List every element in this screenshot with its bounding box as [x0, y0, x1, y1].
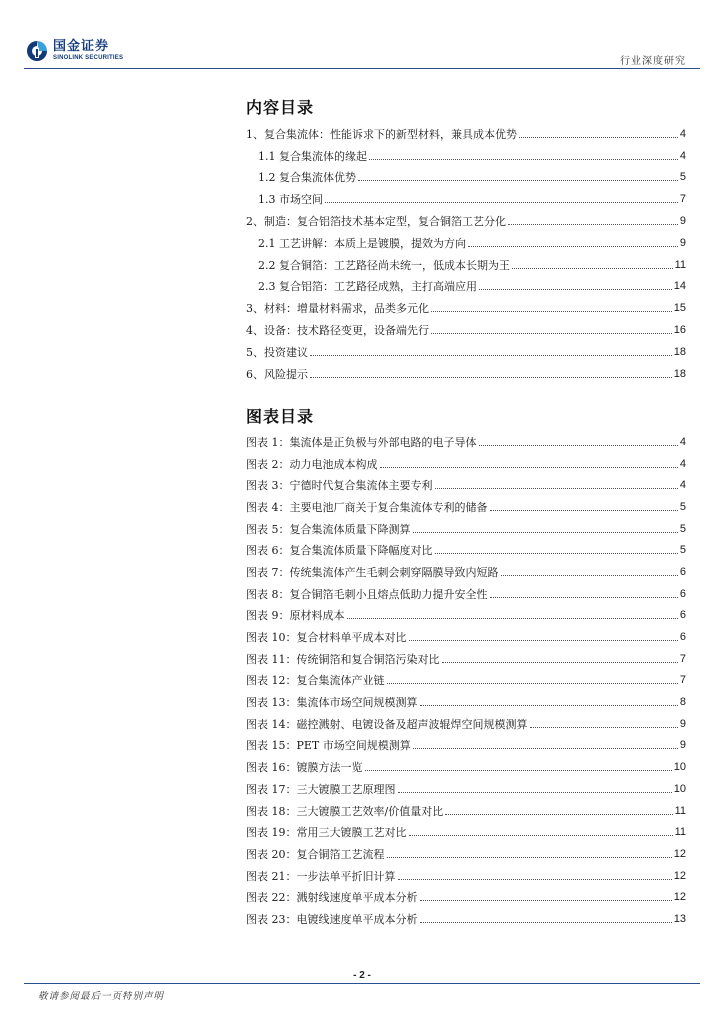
figure-item-label: 图表 8：复合铜箔毛刺小且熔点低助力提升安全性 [246, 587, 488, 601]
contents-item-label: 1.1 复合集流体的缘起 [258, 149, 367, 163]
contents-item[interactable] [246, 210, 686, 232]
contents-item-label: 2、制造：复合铝箔技术基本定型，复合铜箔工艺分化 [246, 215, 506, 229]
contents-item-page: 4 [679, 127, 686, 140]
dot-leader [369, 158, 678, 160]
figure-item-label: 图表 7：传统集流体产生毛刺会刺穿隔膜导致内短路 [246, 565, 499, 579]
contents-item[interactable] [246, 319, 686, 341]
report-type: 行业深度研究 [620, 56, 686, 67]
figure-item-label: 图表 4：主要电池厂商关于复合集流体专利的储备 [246, 500, 488, 514]
contents-item-page: 18 [673, 367, 686, 380]
figure-item-label: 图表 16：镀膜方法一览 [246, 761, 363, 775]
contents-item-page: 11 [674, 258, 686, 271]
contents-item[interactable] [246, 297, 686, 319]
figure-item-label: 图表 12：复合集流体产业链 [246, 674, 385, 688]
company-logo [26, 40, 123, 62]
figure-item[interactable] [246, 583, 686, 605]
contents-item[interactable] [246, 341, 686, 363]
figure-item-label: 图表 11：传统铜箔和复合铜箔污染对比 [246, 652, 440, 666]
figure-item[interactable] [246, 561, 686, 583]
contents-item-label: 1.3 市场空间 [258, 193, 323, 207]
dot-leader [490, 509, 678, 511]
contents-item-label: 2.3 复合铝箔：工艺路径成熟，主打高端应用 [258, 280, 477, 294]
figure-item-page: 12 [673, 891, 686, 904]
contents-item-label: 1、复合集流体：性能诉求下的新型材料，兼具成本优势 [246, 127, 517, 141]
dot-leader [387, 682, 678, 684]
dot-leader [310, 376, 672, 378]
figures-title: 图表目录 [246, 407, 315, 426]
dot-leader [409, 834, 673, 836]
figure-item-page: 6 [679, 609, 686, 622]
figure-item[interactable] [246, 626, 686, 648]
contents-item-page: 15 [673, 302, 686, 315]
figure-item[interactable] [246, 886, 686, 908]
figure-item-page: 10 [673, 761, 686, 774]
dot-leader [310, 354, 672, 356]
contents-item-label: 6、风险提示 [246, 367, 308, 381]
page-number: - 2 - [353, 970, 371, 981]
figure-item-page: 10 [673, 782, 686, 795]
figure-item[interactable] [246, 539, 686, 561]
figure-item-page: 7 [679, 674, 686, 687]
figure-item-label: 图表 1：集流体是正负极与外部电路的电子导体 [246, 435, 477, 449]
contents-item-label: 3、材料：增量材料需求，品类多元化 [246, 302, 429, 316]
contents-item-label: 2.1 工艺讲解：本质上是镀膜，提效为方向 [258, 236, 466, 250]
figure-item-label: 图表 5：复合集流体质量下降测算 [246, 522, 411, 536]
figure-item[interactable] [246, 691, 686, 713]
logo-english-name: SINOLINK SECURITIES [53, 55, 124, 61]
figure-item-label: 图表 17：三大镀膜工艺原理图 [246, 782, 396, 796]
contents-item[interactable] [246, 145, 686, 167]
figure-item-label: 图表 19：常用三大镀膜工艺对比 [246, 826, 407, 840]
contents-item[interactable] [246, 232, 686, 254]
figure-item-page: 9 [679, 717, 686, 730]
contents-item-label: 4、设备：技术路径变更，设备端先行 [246, 324, 429, 338]
dot-leader [431, 310, 672, 312]
figure-item[interactable] [246, 518, 686, 540]
figure-item-label: 图表 6：复合集流体质量下降幅度对比 [246, 544, 433, 558]
figure-item[interactable] [246, 648, 686, 670]
dot-leader [398, 878, 672, 880]
figure-item[interactable] [246, 431, 686, 453]
figure-item[interactable] [246, 778, 686, 800]
figure-item[interactable] [246, 496, 686, 518]
figure-item[interactable] [246, 843, 686, 865]
page-header [0, 0, 724, 72]
figure-item[interactable] [246, 735, 686, 757]
dot-leader [442, 661, 678, 663]
figure-item-page: 12 [673, 869, 686, 882]
contents-item-label: 1.2 复合集流体优势 [258, 171, 356, 185]
dot-leader [398, 791, 672, 793]
figure-item-page: 5 [679, 544, 686, 557]
figure-item-page: 5 [679, 522, 686, 535]
figure-item-page: 8 [679, 696, 686, 709]
dot-leader [519, 136, 678, 138]
figure-item-label: 图表 9：原材料成本 [246, 609, 345, 623]
figure-item[interactable] [246, 713, 686, 735]
dot-leader [325, 201, 678, 203]
contents-item-page: 9 [679, 236, 686, 249]
dot-leader [468, 245, 678, 247]
figure-item-page: 11 [674, 826, 686, 839]
figure-item[interactable] [246, 865, 686, 887]
dot-leader [530, 726, 678, 728]
dot-leader [431, 332, 672, 334]
dot-leader [387, 856, 672, 858]
figure-item-page: 4 [679, 479, 686, 492]
dot-leader [445, 813, 672, 815]
dot-leader [365, 769, 672, 771]
contents-list [246, 123, 686, 385]
figures-list [246, 431, 686, 930]
contents-item-label: 2.2 复合铜箔：工艺路径尚未统一，低成本长期为王 [258, 258, 510, 272]
figure-item-label: 图表 22：溅射线速度单平成本分析 [246, 891, 418, 905]
contents-item-page: 5 [679, 171, 686, 184]
contents-title: 内容目录 [246, 98, 315, 117]
figure-item[interactable] [246, 474, 686, 496]
contents-item[interactable] [246, 123, 686, 145]
footer-divider [24, 983, 700, 984]
figure-item-page: 9 [679, 739, 686, 752]
dot-leader [420, 921, 672, 923]
figure-item-page: 13 [673, 912, 686, 925]
footer-disclaimer: 敬请参阅最后一页特别声明 [38, 991, 165, 1002]
logo-chinese-name: 国金证券 [53, 39, 110, 54]
dot-leader [413, 531, 678, 533]
dot-leader [479, 444, 678, 446]
contents-item[interactable] [246, 254, 686, 276]
figure-item[interactable] [246, 908, 686, 930]
figure-item[interactable] [246, 605, 686, 627]
sinolink-logo-icon [26, 40, 48, 62]
figure-item-page: 6 [679, 631, 686, 644]
figure-item-page: 12 [673, 847, 686, 860]
figure-item-label: 图表 18：三大镀膜工艺效率/价值量对比 [246, 804, 444, 818]
figure-item-label: 图表 13：集流体市场空间规模测算 [246, 696, 418, 710]
contents-item-page: 7 [679, 193, 686, 206]
figure-item-page: 4 [679, 457, 686, 470]
figure-item[interactable] [246, 453, 686, 475]
figure-item[interactable] [246, 821, 686, 843]
dot-leader [435, 487, 678, 489]
contents-item[interactable] [246, 167, 686, 189]
figure-item-label: 图表 20：复合铜箔工艺流程 [246, 847, 385, 861]
figure-item-page: 7 [679, 652, 686, 665]
figure-item[interactable] [246, 670, 686, 692]
figure-item-label: 图表 14：磁控溅射、电镀设备及超声波辊焊空间规模测算 [246, 717, 528, 731]
dot-leader [358, 179, 678, 181]
figure-item-label: 图表 3：宁德时代复合集流体主要专利 [246, 479, 433, 493]
contents-item[interactable] [246, 363, 686, 385]
dot-leader [409, 639, 678, 641]
dot-leader [380, 466, 678, 468]
dot-leader [512, 267, 673, 269]
dot-leader [435, 552, 678, 554]
contents-item-page: 18 [673, 345, 686, 358]
dot-leader [420, 899, 672, 901]
dot-leader [501, 574, 678, 576]
contents-item-page: 14 [673, 280, 686, 293]
figure-item-page: 4 [679, 435, 686, 448]
contents-item[interactable] [246, 276, 686, 298]
figure-item-page: 11 [674, 804, 686, 817]
dot-leader [420, 704, 678, 706]
contents-item-page: 4 [679, 149, 686, 162]
dot-leader [490, 596, 678, 598]
header-divider [24, 68, 700, 69]
contents-item-label: 5、投资建议 [246, 345, 308, 359]
contents-item-page: 9 [679, 215, 686, 228]
figure-item-label: 图表 10：复合材料单平成本对比 [246, 631, 407, 645]
figure-item-label: 图表 15：PET 市场空间规模测算 [246, 739, 411, 753]
dot-leader [508, 223, 678, 225]
dot-leader [479, 288, 672, 290]
figure-item-label: 图表 21：一步法单平折旧计算 [246, 869, 396, 883]
figure-item-page: 6 [679, 587, 686, 600]
figure-item[interactable] [246, 800, 686, 822]
dot-leader [347, 617, 678, 619]
contents-item[interactable] [246, 188, 686, 210]
contents-item-page: 16 [673, 324, 686, 337]
figure-item-page: 6 [679, 565, 686, 578]
figure-item-page: 5 [679, 500, 686, 513]
figure-item-label: 图表 23：电镀线速度单平成本分析 [246, 912, 418, 926]
figure-item[interactable] [246, 756, 686, 778]
dot-leader [413, 747, 678, 749]
figure-item-label: 图表 2：动力电池成本构成 [246, 457, 378, 471]
